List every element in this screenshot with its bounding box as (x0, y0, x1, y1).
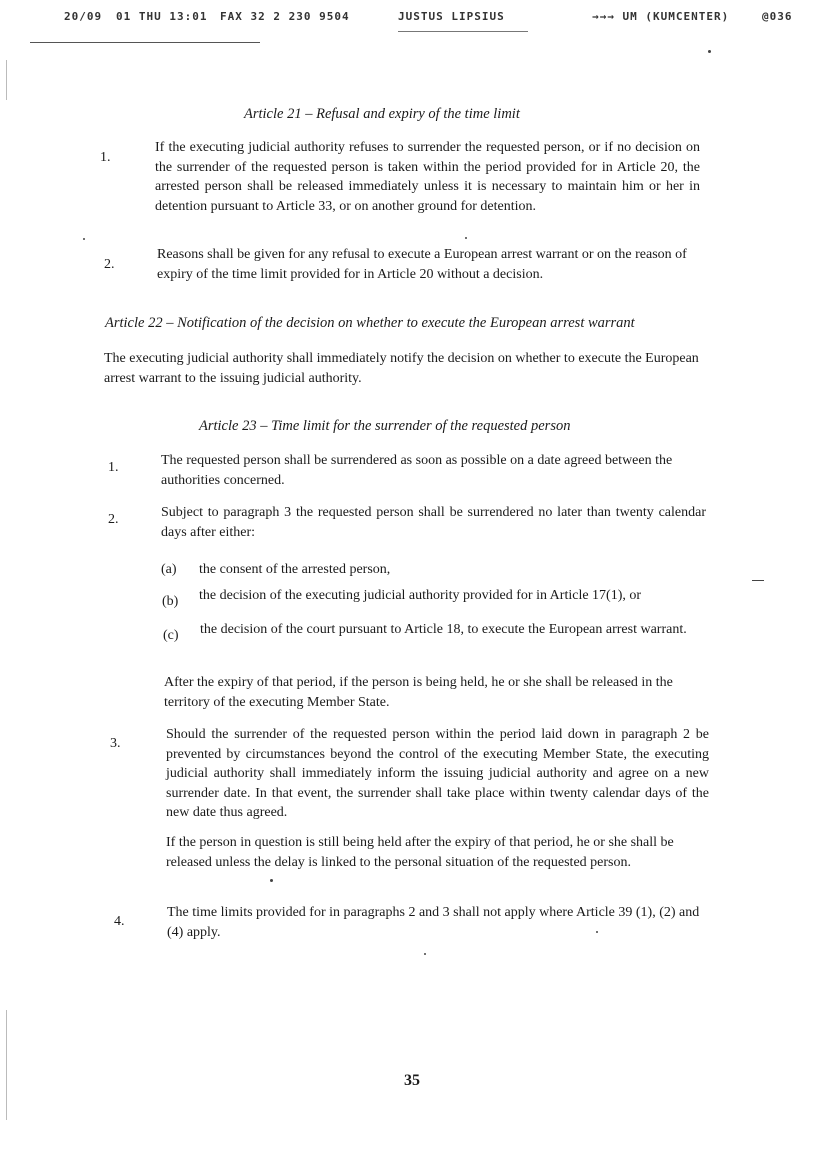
fax-number: FAX 32 2 230 9504 (220, 10, 350, 23)
scan-speck (83, 238, 85, 240)
article-21-item-2-text: Reasons shall be given for any refusal to execute a European arrest warrant or on the reason of expiry of the time limit provided for in Article 20 without a decision. (157, 247, 687, 282)
scan-speck (596, 931, 598, 933)
article-23-item-3-text: Should the surrender of the requested person within the period laid down in paragraph 2 be prevented by circumstances beyond the control of the executing Member State, the executing judicial authority shall immediately inform the issuing judicial authority and agree on a new surrender date. In that event, the surrender shall take place within twenty calendar days of the new date thus agreed. (166, 727, 709, 820)
article-21-heading: Article 21 – Refusal and expiry of the time limit (244, 106, 520, 122)
article-23-heading: Article 23 – Time limit for the surrender of the requested person (199, 418, 571, 434)
article-22-heading: Article 22 – Notification of the decision on whether to execute the European arrest warrant (105, 315, 635, 331)
article-23-item-2-number: 2. (108, 512, 119, 527)
subitem-a-label: (a) (161, 562, 177, 577)
subitem-c-label: (c) (163, 628, 179, 643)
article-21-item-2-number: 2. (104, 257, 115, 272)
fax-sender: JUSTUS LIPSIUS (398, 10, 505, 23)
scan-edge-mark (6, 60, 7, 100)
fax-header (0, 6, 827, 28)
page-number: 35 (404, 1072, 420, 1089)
fax-recipient: →→→ UM (KUMCENTER) (592, 10, 730, 23)
article-23-item-4-text: The time limits provided for in paragraphs 2 and 3 shall not apply where Article 39 (1), (2) and (4) apply. (167, 905, 700, 940)
subitem-a-text: the consent of the arrested person, (199, 562, 391, 577)
scan-speck (752, 580, 764, 581)
header-divider (30, 42, 260, 43)
article-23-item-3-number: 3. (110, 736, 121, 751)
article-23-item-3-followup-text: If the person in question is still being held after the expiry of that period, he or she shall be released unless the delay is linked to the personal situation of the requested person. (166, 835, 674, 870)
scan-speck (270, 879, 273, 882)
article-23-item-4-number: 4. (114, 914, 125, 929)
scan-speck (465, 237, 467, 239)
subitem-b-text: the decision of the executing judicial authority provided for in Article 17(1), or (199, 588, 642, 603)
article-22-text: The executing judicial authority shall immediately notify the decision on whether to execute the European arrest warrant to the issuing judicial authority. (104, 351, 699, 386)
subitem-c-text: the decision of the court pursuant to Article 18, to execute the European arrest warrant. (200, 622, 687, 637)
article-23-item-2-text: Subject to paragraph 3 the requested person shall be surrendered no later than twenty calendar days after either: (161, 505, 706, 540)
scan-speck (708, 50, 711, 53)
subitem-b-label: (b) (162, 594, 179, 609)
article-23-item-1-number: 1. (108, 460, 119, 475)
article-21-item-1-text: If the executing judicial authority refuses to surrender the requested person, or if no decision on the surrender of the requested person is taken within the period provided for in Article 20, the arrested person shall be released immediately unless it is necessary to maintain him or her in detention pursuant to Article 33, or on another ground for detention. (155, 140, 700, 214)
article-21-item-1-number: 1. (100, 150, 111, 165)
article-23-item-2-after-text: After the expiry of that period, if the person is being held, he or she shall be released in the territory of the executing Member State. (164, 675, 673, 710)
fax-page-marker: @036 (762, 10, 793, 23)
scan-edge-mark (6, 1010, 7, 1120)
header-underline (398, 31, 528, 32)
fax-time: 01 THU 13:01 (116, 10, 208, 23)
fax-date: 20/09 (64, 10, 103, 23)
scan-speck (424, 953, 426, 955)
article-23-item-1-text: The requested person shall be surrendered as soon as possible on a date agreed between the authorities concerned. (161, 453, 673, 488)
